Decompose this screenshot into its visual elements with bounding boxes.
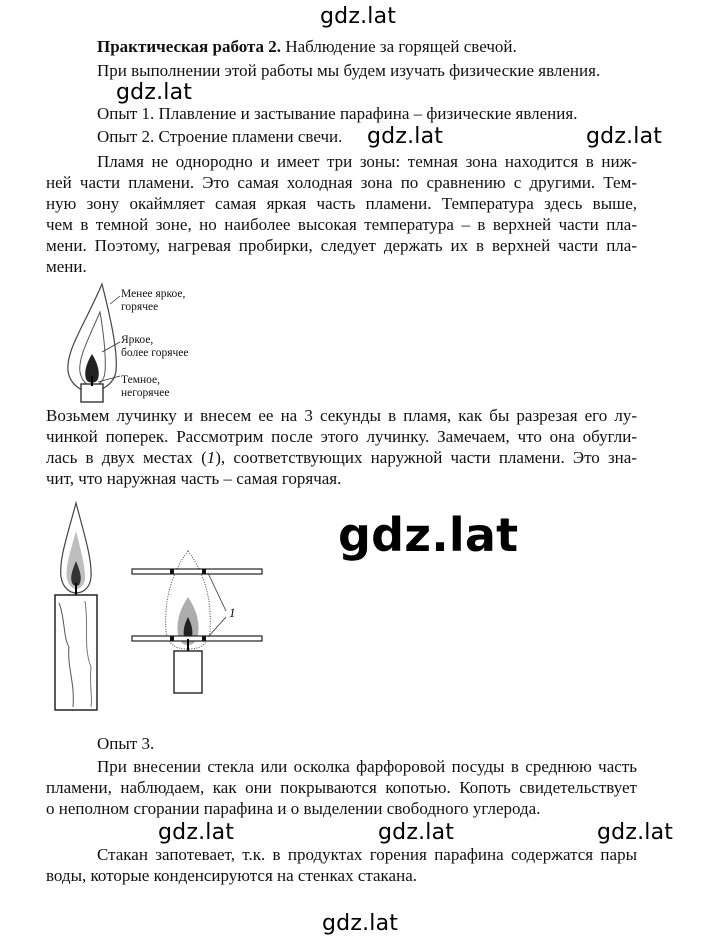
para3-line-1: При внесении стекла или осколка фарфоровой посуды в среднюю часть bbox=[97, 757, 637, 776]
label-dark: Темное, негорячее bbox=[121, 374, 170, 399]
watermark-top: gdz.lat bbox=[320, 4, 397, 29]
splinter-lower bbox=[132, 636, 262, 641]
intro-line: При выполнении этой работы мы будем изучать физические явления. bbox=[97, 61, 601, 80]
watermark-footer: gdz.lat bbox=[322, 911, 399, 936]
label-bright: Яркое, более горячее bbox=[121, 334, 189, 359]
para1-line-2: ней части пламени. Это самая холодная зона по сравнению с другими. Тем- bbox=[46, 173, 637, 192]
para1-line-6: мени. bbox=[46, 257, 87, 276]
para2-line-3: лась в двух местах (1), соответствующих наружной части пламени. Это зна- bbox=[46, 448, 637, 467]
watermark-large: gdz.lat bbox=[338, 508, 519, 562]
para1-line-5: мени. Поэтому, нагревая пробирки, следует держать их в верхней части пла- bbox=[46, 236, 637, 255]
candle-figure bbox=[45, 497, 125, 712]
para2-line-4: чит, что наружная часть – самая горячая. bbox=[46, 469, 342, 488]
figure2-marker: 1 bbox=[229, 605, 236, 620]
work-title-bold: Практическая работа 2. bbox=[97, 37, 282, 56]
work-title-rest: Наблюдение за горящей свечой. bbox=[281, 37, 517, 56]
watermark-left: gdz.lat bbox=[116, 80, 193, 105]
para3-line-2: пламени, наблюдаем, как они покрываются копотью. Копоть свидетельствует bbox=[46, 778, 637, 797]
para4-line-2: воды, которые конденсируются на стенках стакана. bbox=[46, 866, 417, 885]
para2-line-2: чинкой поперек. Рассмотрим после этого лучинку. Замечаем, что она обугли- bbox=[46, 427, 637, 446]
para2-line-1: Возьмем лучинку и внесем ее на 3 секунды в пламя, как бы разрезая его лу- bbox=[46, 406, 637, 425]
watermark-bottom-2: gdz.lat bbox=[378, 820, 455, 845]
label-less-bright: Менее яркое, горячее bbox=[121, 288, 186, 313]
candle-top bbox=[81, 384, 103, 402]
watermark-bottom-1: gdz.lat bbox=[158, 820, 235, 845]
splinter-figure bbox=[130, 545, 270, 695]
para1-line-4: чем в темной зоне, но наиболее высокая температура – в верхней части пла- bbox=[46, 215, 637, 234]
ref-marker: 1 bbox=[206, 448, 216, 467]
watermark-bottom-3: gdz.lat bbox=[597, 820, 674, 845]
para1-line-1: Пламя не однородно и имеет три зоны: темная зона находится в ниж- bbox=[97, 152, 637, 171]
watermark-mid-1: gdz.lat bbox=[367, 124, 444, 149]
para1-line-3: ную зону окаймляет самая яркая часть пламени. Температура здесь выше, bbox=[46, 194, 637, 213]
watermark-mid-2: gdz.lat bbox=[586, 124, 663, 149]
para3-line-3: о неполном сгорании парафина и о выделении свободного углерода. bbox=[46, 799, 541, 818]
work-title bbox=[97, 36, 517, 57]
experiment-3: Опыт 3. bbox=[97, 734, 155, 753]
para4-line-1: Стакан запотевает, т.к. в продуктах горения парафина содержатся пары bbox=[97, 845, 637, 864]
experiment-2: Опыт 2. Строение пламени свечи. bbox=[97, 127, 343, 146]
splinter-upper bbox=[132, 569, 262, 574]
splinter-candle bbox=[174, 651, 202, 693]
experiment-1: Опыт 1. Плавление и застывание парафина – физические явления. bbox=[97, 104, 578, 123]
